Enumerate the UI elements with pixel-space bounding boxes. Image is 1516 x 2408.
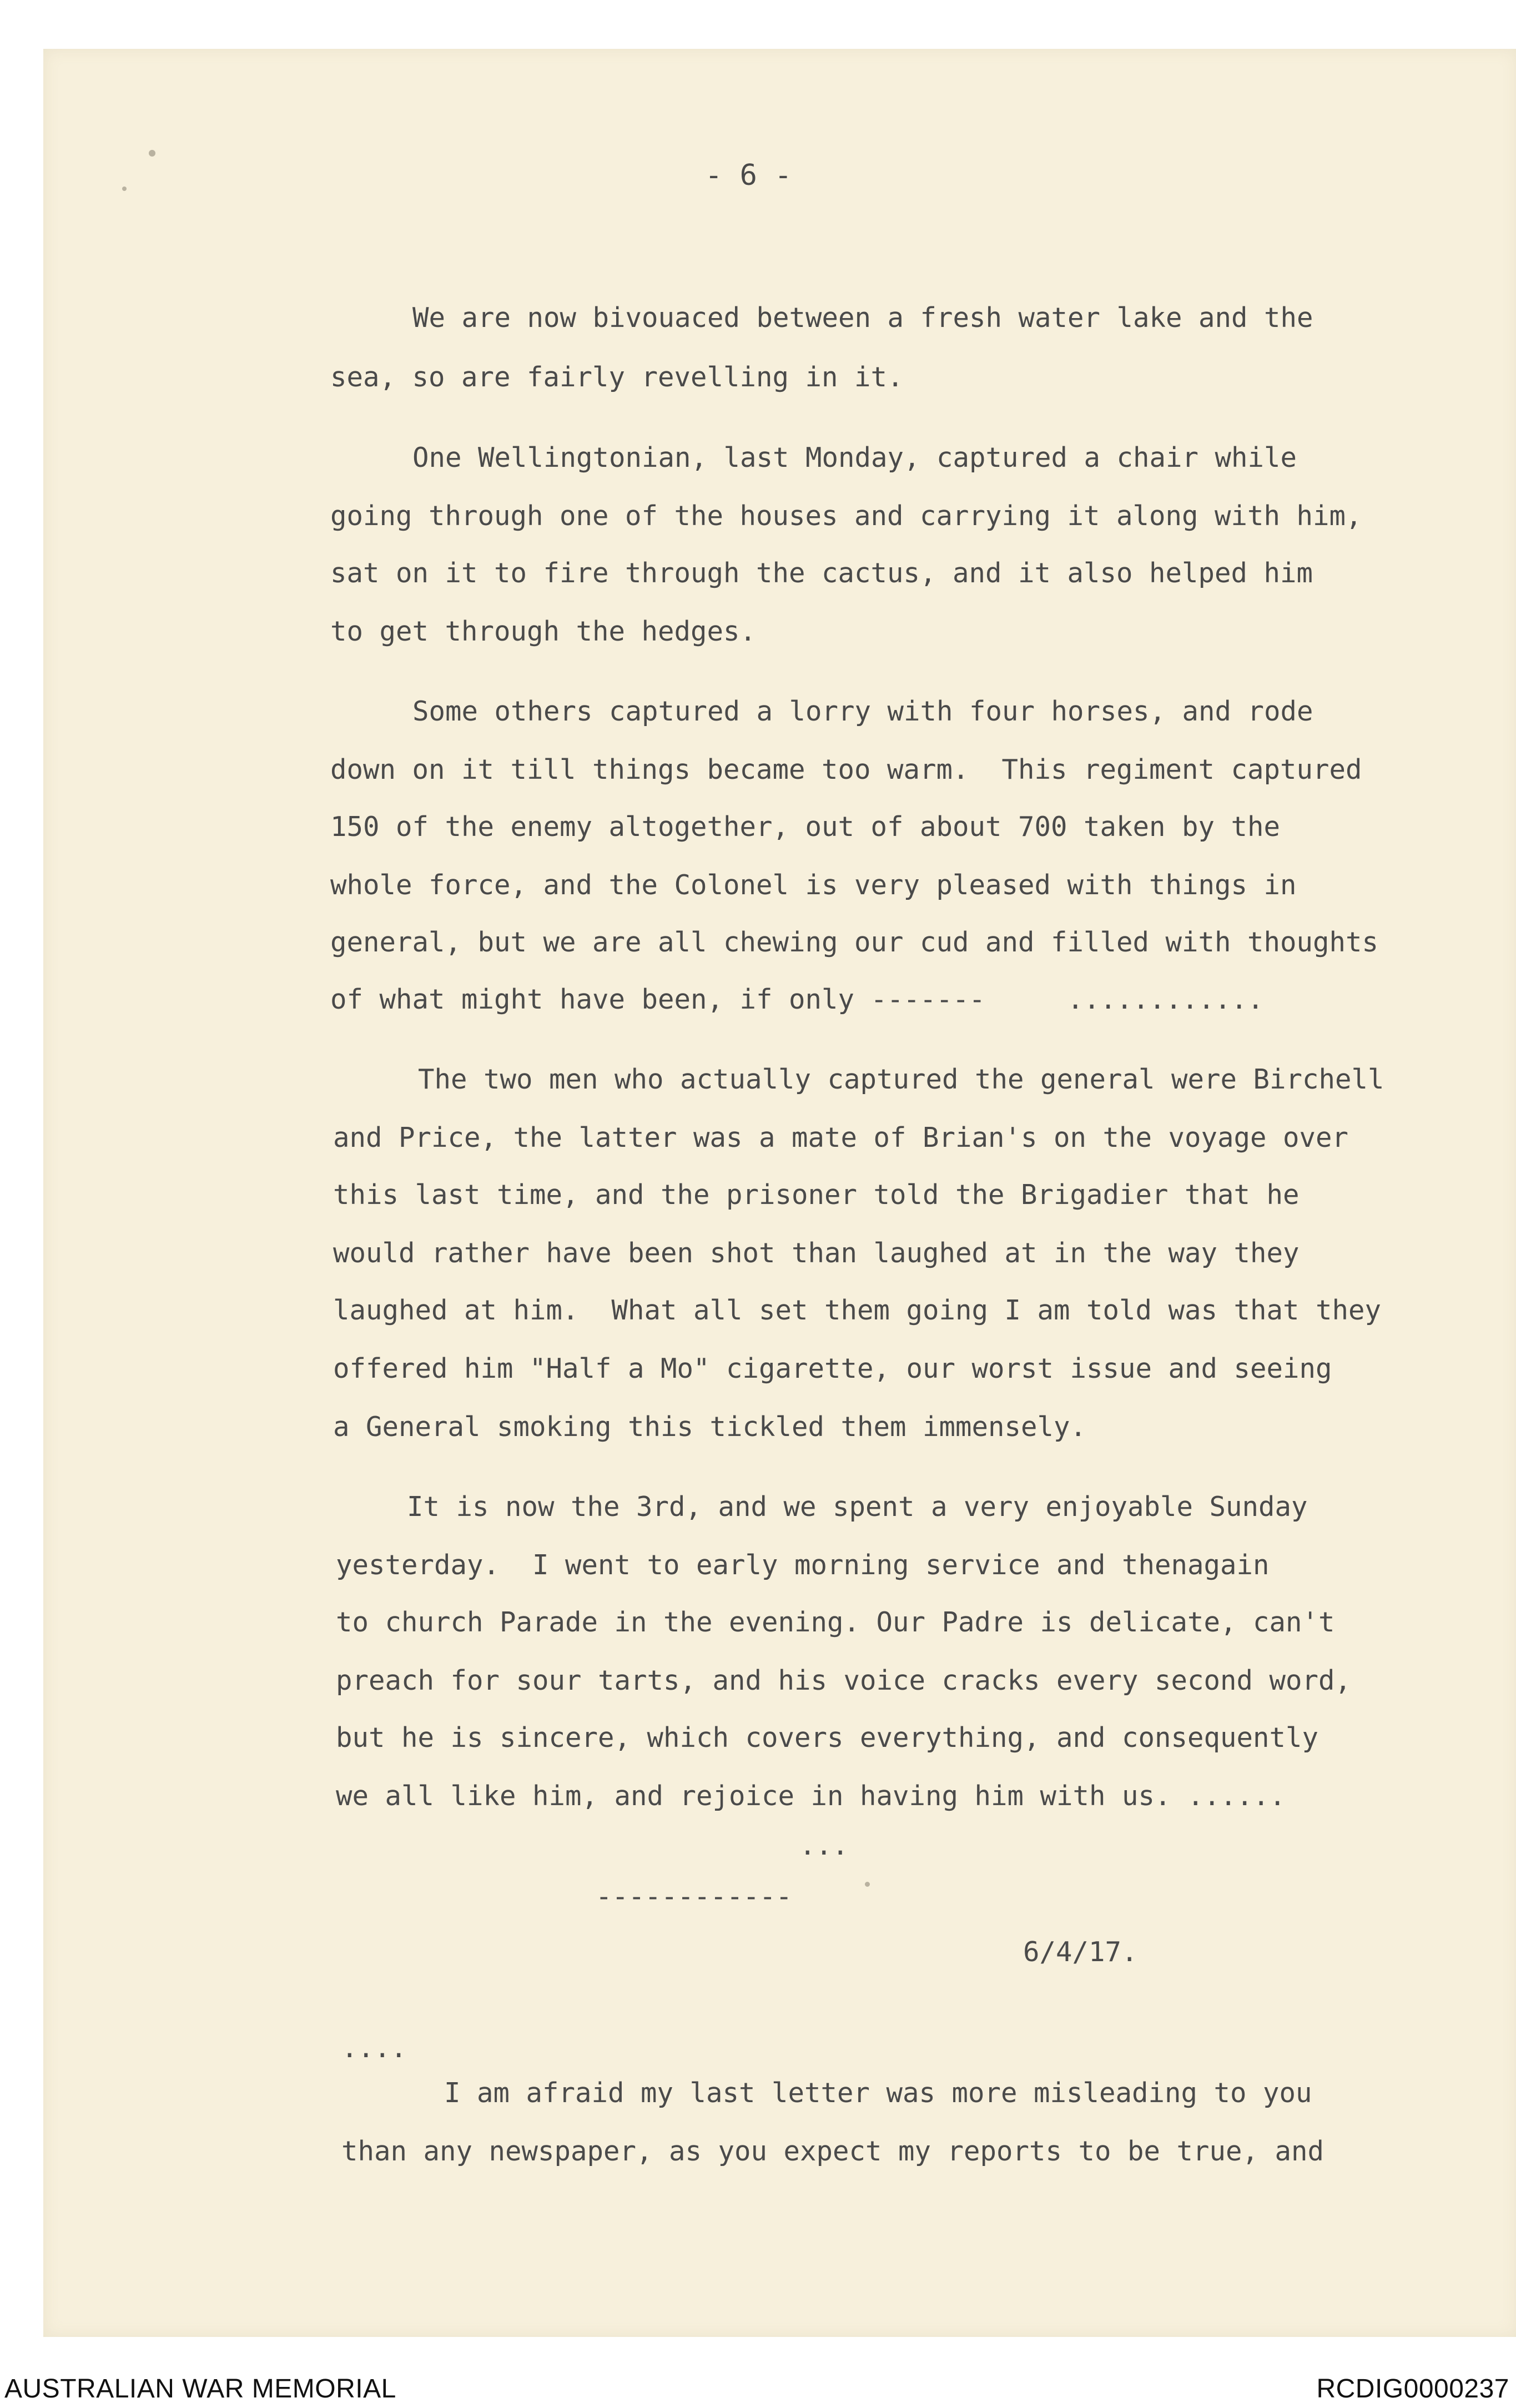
paper-blemish xyxy=(122,187,127,191)
separator-line: ------------ xyxy=(596,1881,793,1912)
paper-blemish xyxy=(149,150,155,157)
paper-blemish xyxy=(865,1882,870,1887)
text-line: to church Parade in the evening. Our Padre is delicate, can't xyxy=(336,1606,1335,1638)
text-line: One Wellingtonian, last Monday, captured a chair while xyxy=(412,442,1297,473)
ellipsis-mark: .... xyxy=(341,2032,407,2064)
text-line: sat on it to fire through the cactus, and it also helped him xyxy=(330,557,1313,589)
letter-date: 6/4/17. xyxy=(1023,1936,1138,1968)
text-line: to get through the hedges. xyxy=(330,616,757,647)
text-line: offered him "Half a Mo" cigarette, our worst issue and seeing xyxy=(333,1353,1332,1384)
footer-record-id: RCDIG0000237 xyxy=(1316,2374,1509,2404)
text-line: We are now bivouaced between a fresh water lake and the xyxy=(412,302,1313,334)
text-line: down on it till things became too warm. This regiment captured xyxy=(330,754,1362,785)
text-line: whole force, and the Colonel is very pleased with things in xyxy=(330,869,1297,901)
text-line: sea, so are fairly revelling in it. xyxy=(330,361,904,393)
text-line: than any newspaper, as you expect my reports to be true, and xyxy=(341,2135,1324,2167)
text-line: would rather have been shot than laughed at in the way they xyxy=(333,1237,1300,1269)
text-line: 150 of the enemy altogether, out of about 700 taken by the xyxy=(330,811,1281,843)
text-line: The two men who actually captured the general were Birchell xyxy=(418,1064,1384,1095)
text-line: yesterday. I went to early morning service and thenagain xyxy=(336,1549,1270,1581)
text-line: of what might have been, if only ------- ............ xyxy=(330,984,1264,1015)
text-line: we all like him, and rejoice in having him with us. ...... xyxy=(336,1780,1286,1812)
text-line: preach for sour tarts, and his voice cracks every second word, xyxy=(336,1665,1352,1696)
text-line: this last time, and the prisoner told the Brigadier that he xyxy=(333,1179,1300,1211)
footer-collection-name: AUSTRALIAN WAR MEMORIAL xyxy=(4,2374,396,2404)
text-line: but he is sincere, which covers everything, and consequently xyxy=(336,1722,1319,1754)
text-line: It is now the 3rd, and we spent a very enjoyable Sunday xyxy=(407,1491,1308,1523)
ellipsis-mark: ... xyxy=(799,1830,849,1861)
text-line: general, but we are all chewing our cud and filled with thoughts xyxy=(330,926,1379,958)
page-number: - 6 - xyxy=(705,159,792,192)
text-line: Some others captured a lorry with four horses, and rode xyxy=(412,696,1313,727)
text-line: laughed at him. What all set them going I am told was that they xyxy=(333,1294,1382,1326)
text-line: a General smoking this tickled them immensely. xyxy=(333,1411,1087,1443)
text-line: I am afraid my last letter was more misleading to you xyxy=(444,2077,1312,2109)
text-line: and Price, the latter was a mate of Brian's on the voyage over xyxy=(333,1122,1349,1153)
text-line: going through one of the houses and carrying it along with him, xyxy=(330,500,1362,532)
